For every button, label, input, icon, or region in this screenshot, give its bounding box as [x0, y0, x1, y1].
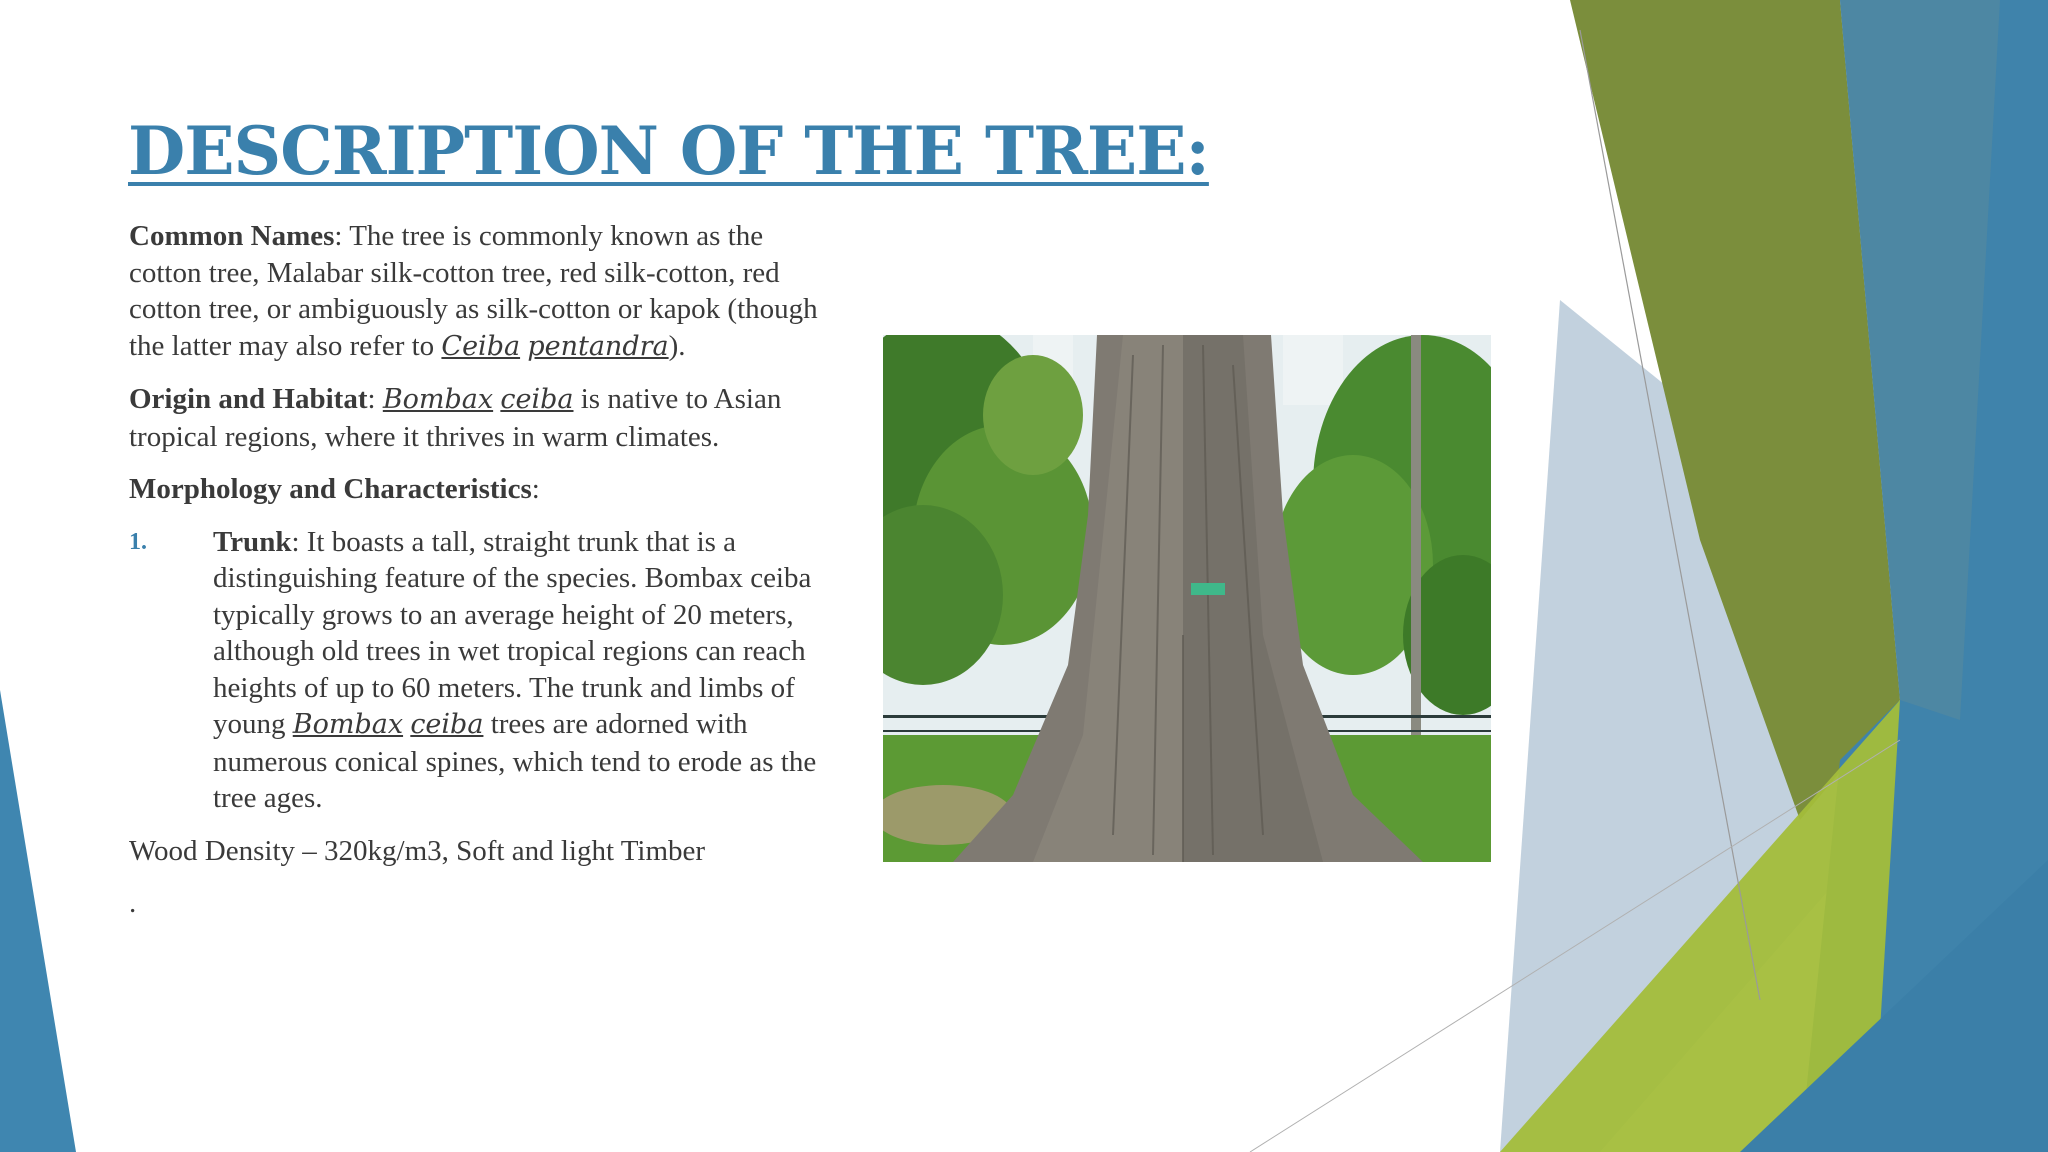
tree-photo: [883, 335, 1491, 862]
common-names-text: : The tree is commonly known as the cotton tree, Malabar silk-cotton tree, red silk-cotton, red cotton tree, or ambiguously as silk-cotton or kapok (though the latter may also refer to: [129, 220, 818, 362]
trailing-dot: .: [129, 887, 137, 919]
trunk-text-end: trees are adorned with numerous conical spines, which tend to erode as the tree ages.: [213, 708, 817, 814]
origin-colon: :: [367, 383, 383, 415]
ceiba-species: ceiba: [500, 384, 574, 415]
common-names-paragraph: [129, 218, 819, 365]
trunk-ceiba-species: ceiba: [410, 709, 484, 740]
bombax-genus: Bombax: [382, 384, 494, 415]
morphology-colon: :: [531, 473, 540, 505]
trunk-label: Trunk: [213, 525, 292, 558]
trunk-list-item: [129, 524, 819, 817]
trunk-text-block: [213, 524, 819, 817]
slide-body: [129, 218, 819, 938]
morphology-heading: [129, 471, 819, 508]
origin-paragraph: [129, 381, 819, 455]
origin-label: Origin and Habitat: [129, 383, 368, 415]
origin-text: is native to Asian tropical regions, where it thrives in warm climates.: [129, 383, 782, 453]
common-names-text-end: ).: [668, 329, 686, 362]
slide-title: DESCRIPTION OF THE TREE:: [128, 112, 1209, 190]
wood-density-paragraph: Wood Density – 320kg/m3, Soft and light Timber: [129, 834, 706, 867]
left-blue-triangle: [0, 690, 76, 1152]
trunk-text: : It boasts a tall, straight trunk that is a distinguishing feature of the species. Bombax ceiba typically grows to an average height of 20 meters, although old trees in wet tropical regions can reach heights of up to 60 meters. The trunk and limbs of young: [213, 525, 812, 740]
common-names-label: Common Names: [129, 220, 335, 252]
trunk-bombax-genus: Bombax: [292, 709, 404, 740]
morphology-label: Morphology and Characteristics: [129, 473, 532, 505]
ceiba-genus-link: Ceiba: [441, 330, 521, 362]
tree-label-plate: [1191, 583, 1225, 595]
pentandra-species-link: pentandra: [527, 330, 669, 362]
list-number: 1.: [129, 528, 147, 555]
